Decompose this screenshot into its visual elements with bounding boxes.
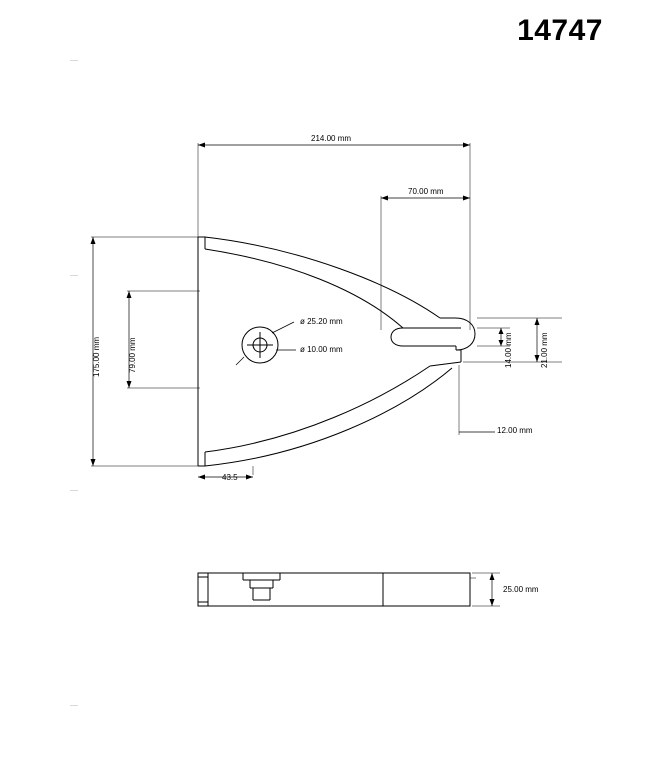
dimension-overall-height: 175.00 mm	[92, 336, 101, 377]
dimension-base-width: 43.5	[222, 473, 238, 482]
dimension-slot-length: 70.00 mm	[408, 187, 444, 196]
dimension-hole-inner: ø 10.00 mm	[300, 345, 343, 354]
dimension-base-height: 79.00 mm	[128, 337, 137, 373]
dimension-tip-offset: 12.00 mm	[497, 426, 533, 435]
dimension-hole-outer: ø 25.20 mm	[300, 317, 343, 326]
part-number: 14747	[517, 14, 603, 47]
dimension-tip-height: 21.00 mm	[540, 332, 549, 368]
dimension-slot-width: 14.00 mm	[504, 332, 513, 368]
dimension-overall-length: 214.00 mm	[311, 134, 352, 143]
dimension-thickness: 25.00 mm	[503, 585, 539, 594]
